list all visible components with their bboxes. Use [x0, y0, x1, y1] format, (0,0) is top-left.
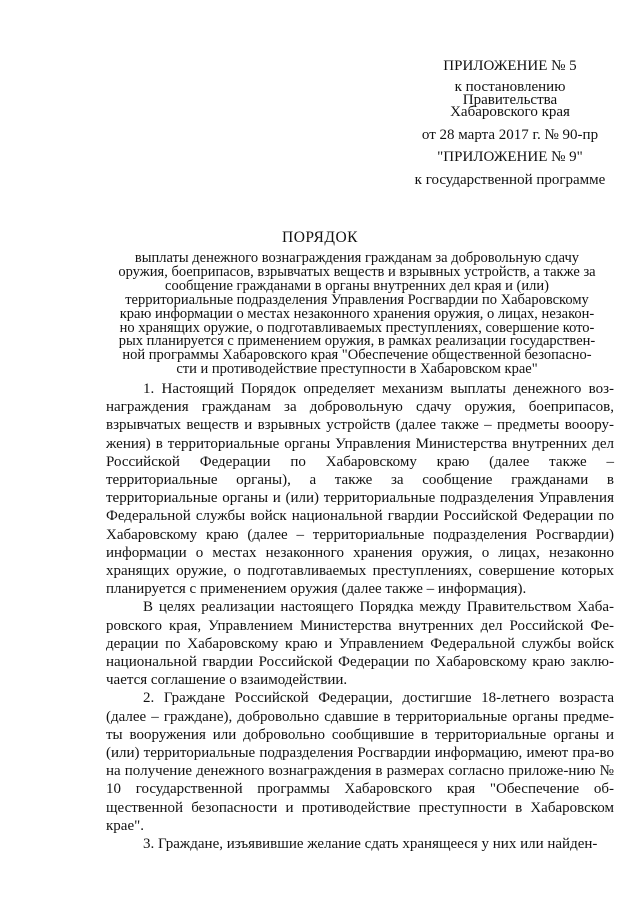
paragraph-3: 3. Граждане, изъявившие желание сдать хранящееся у них или найден-	[143, 836, 598, 853]
document-title: ПОРЯДОК	[282, 229, 358, 246]
document-body	[106, 380, 614, 853]
subtitle-line: территориальные подразделения Управления Росгвардии по Хабаровскому	[125, 291, 589, 308]
subtitle-line: ной программы Хабаровского края "Обеспечение общественной безопасно-	[122, 347, 592, 364]
appendix-header	[392, 58, 628, 188]
subtitle-line: рых планируется с применением оружия, в рамках реализации государствен-	[118, 333, 596, 350]
appendix-date-line: от 28 марта 2017 г. № 90-пр	[421, 126, 599, 143]
paragraph-1: 1. Настоящий Порядок определяет механизм выплаты денежного воз-награждения гражданам за добровольную сдачу оружия, боеприпасов, взрывчатых веществ и взрывных устройств (далее также – предметы вооору-жения) в территориальные органы Управления Министерства внутренних дел Российской Федерации по Хабаровскому краю (далее также – территориальные органы), а также за сообщение гражданами в территориальные органы и (или) территориальные подразделения Управления Федеральной службы войск национальной гвардии Российской Федерации по Хабаровскому краю (далее – территориальные подразделения Росгвардии) информации о местах незаконного хранения оружия, о лицах, незаконно хранящих оружие, о подготавливаемых преступлениях, совершение которых планируется с применением оружия (далее также – информация).	[106, 381, 614, 598]
appendix-prior-number: "ПРИЛОЖЕНИЕ № 9"	[437, 148, 583, 165]
subtitle-line: выплаты денежного вознаграждения гражданам за добровольную сдачу	[134, 250, 580, 266]
document-subtitle	[98, 252, 616, 377]
paragraph-2: 2. Граждане Российской Федерации, достигшие 18-летнего возраста (далее – граждане), добровольно сдавшие в территориальные органы предме-ты вооружения или добровольно сообщившие в территориальные органы и (или) территориальные подразделения Росгвардии информацию, имеют пра-во на получение денежного вознаграждения в размерах согласно приложе-нию № 10 государственной программы Хабаровского края "Обеспечение об-щественной безопасности и противодействие преступности в Хабаровском крае".	[106, 690, 614, 834]
subtitle-line: но хранящих оружие, о подготавливаемых преступлениях, совершение кото-	[119, 319, 595, 336]
appendix-program-line: к государственной программе	[414, 171, 606, 188]
subtitle-line: краю информации о местах незаконного хранения оружия, о лицах, незакон-	[119, 305, 595, 322]
subtitle-line: сти и противодействие преступности в Хабаровском крае"	[176, 361, 538, 378]
subtitle-line: оружия, боеприпасов, взрывчатых веществ и взрывных устройств, а также за	[118, 263, 596, 280]
appendix-government-line: Правительства	[462, 91, 558, 108]
appendix-number: ПРИЛОЖЕНИЕ № 5	[443, 58, 577, 74]
appendix-region-line: Хабаровского края	[450, 104, 570, 120]
appendix-resolution-line: к постановлению	[454, 79, 566, 95]
paragraph-1-agreement: В целях реализации настоящего Порядка между Правительством Хаба-ровского края, Управлением Министерства внутренних дел Российской Фе-дерации по Хабаровскому краю и Управлением Федеральной службы войск национальной гвардии Российской Федерации по Хабаровскому краю заклю-чается соглашение о взаимодействии.	[106, 599, 614, 689]
subtitle-line: сообщение гражданами в органы внутренних дел края и (или)	[165, 277, 549, 294]
